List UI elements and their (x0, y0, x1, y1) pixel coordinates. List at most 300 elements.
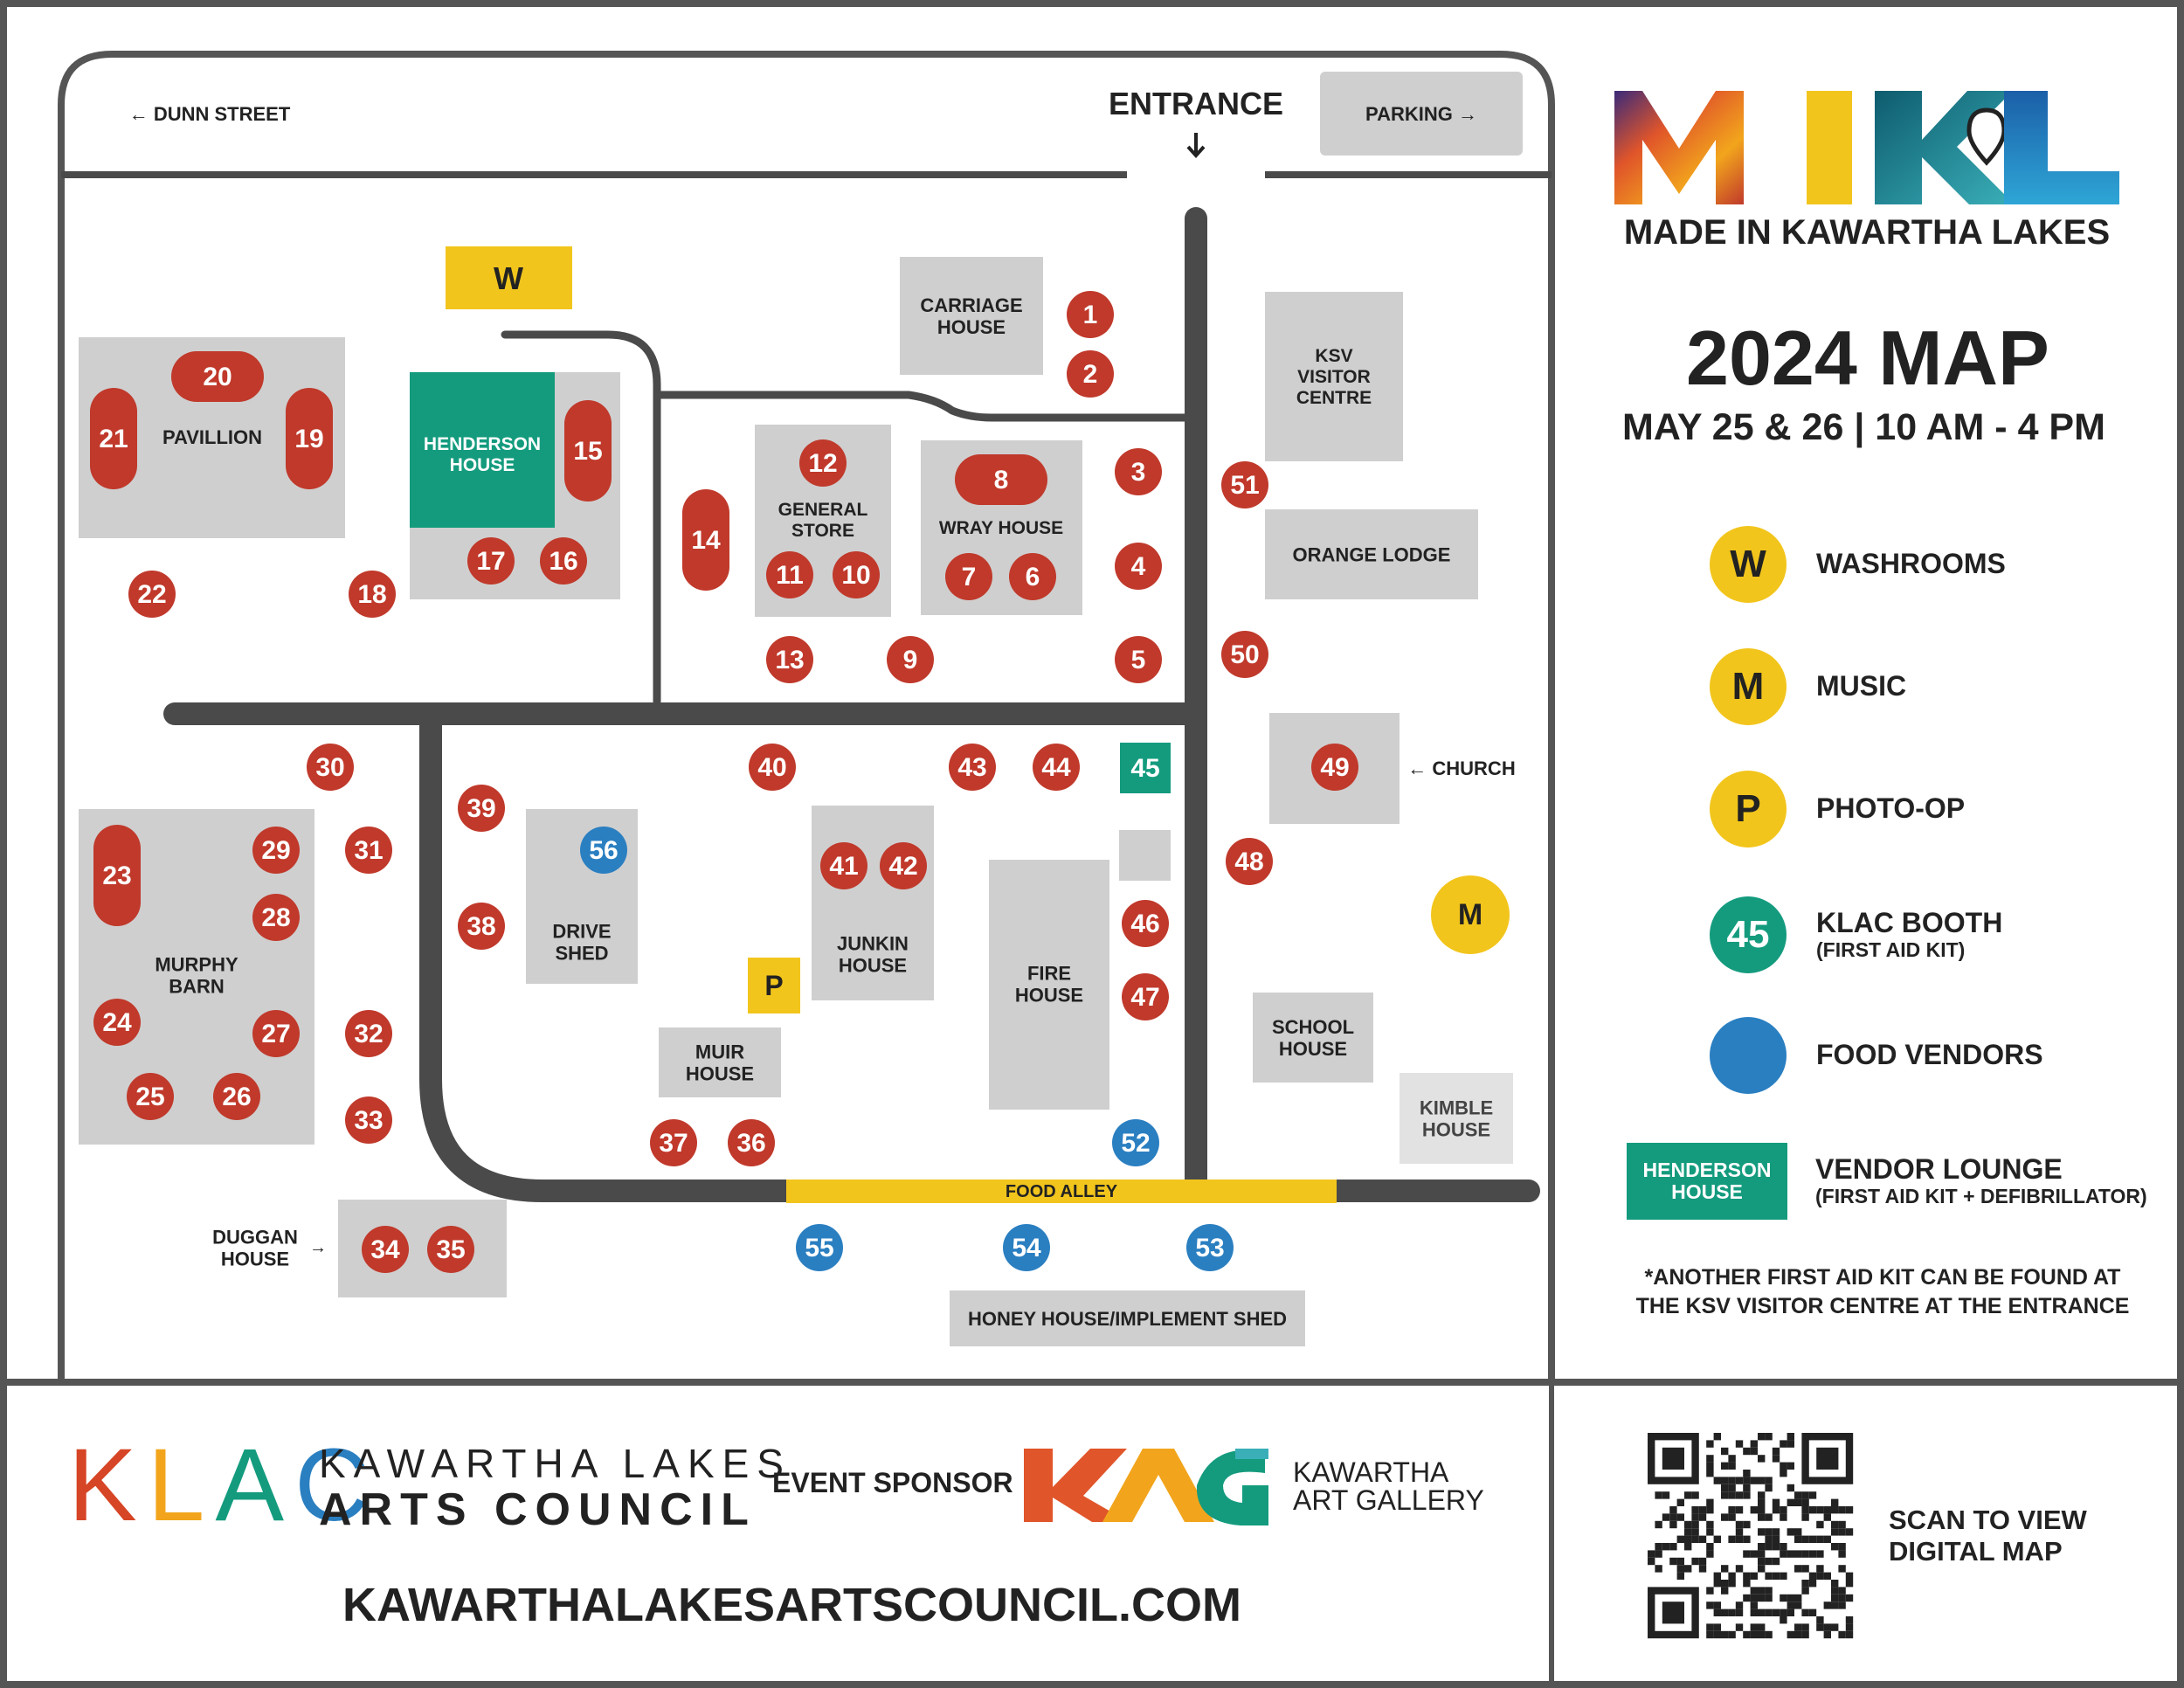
website-link[interactable]: KAWARTHALAKESARTSCOUNCIL.COM (342, 1579, 1241, 1631)
qr-module (1721, 1631, 1728, 1638)
qr-module (1684, 1543, 1691, 1550)
qr-module (1728, 1609, 1735, 1616)
booth-number: 6 (1025, 562, 1040, 591)
food-vendor-symbol (1710, 1017, 1787, 1094)
qr-module (1736, 1609, 1743, 1616)
qr-module (1787, 1631, 1794, 1638)
qr-module (1743, 1595, 1750, 1602)
qr-module (1816, 1623, 1823, 1630)
qr-module (1691, 1528, 1698, 1535)
qr-module (1743, 1536, 1750, 1543)
food-alley-label: FOOD ALLEY (1005, 1182, 1118, 1201)
qr-module (1684, 1536, 1691, 1543)
event-dates: MAY 25 & 26 | 10 AM - 4 PM (1622, 406, 2105, 448)
qr-module (1780, 1543, 1787, 1550)
qr-module (1838, 1595, 1845, 1602)
qr-module (1751, 1550, 1758, 1557)
qr-module (1721, 1609, 1728, 1616)
qr-module (1831, 1506, 1838, 1513)
qr-module (1691, 1521, 1698, 1528)
klac-letter: C (294, 1428, 370, 1543)
booth-number: 53 (1195, 1233, 1225, 1263)
qr-module (1706, 1550, 1713, 1557)
entrance-label: ENTRANCE (1108, 85, 1284, 121)
qr-module (1684, 1491, 1691, 1498)
qr-module (1706, 1631, 1713, 1638)
qr-module (1787, 1609, 1794, 1616)
qr-module (1765, 1433, 1772, 1440)
kag-accent (1235, 1449, 1268, 1459)
scan-text (1889, 1505, 2087, 1567)
note-text: CAN BE FOUND AT (1914, 1265, 2121, 1290)
qr-module (1780, 1440, 1787, 1447)
qr-module (1728, 1477, 1735, 1484)
qr-module (1655, 1565, 1662, 1572)
duggan-house-label: DUGGAN HOUSE (212, 1225, 298, 1270)
qr-module (1706, 1528, 1713, 1535)
map-title: 2024 MAP (1686, 315, 2049, 401)
qr-module (1758, 1433, 1765, 1440)
qr-module (1831, 1528, 1838, 1535)
qr-module (1816, 1550, 1823, 1557)
booth-number: 42 (888, 851, 918, 881)
qr-module (1780, 1609, 1787, 1616)
photo-op-label: P (764, 970, 784, 1001)
qr-module (1662, 1513, 1669, 1520)
booth-number: 13 (775, 645, 805, 675)
booth-number: 29 (261, 835, 291, 865)
scan-line-1: SCAN TO VIEW (1889, 1505, 2087, 1535)
booth-number: 38 (467, 911, 496, 941)
qr-module (1751, 1595, 1758, 1602)
qr-module (1801, 1623, 1808, 1630)
qr-finder (1662, 1448, 1684, 1470)
qr-module (1677, 1558, 1684, 1565)
qr-module (1684, 1565, 1691, 1572)
qr-module (1743, 1631, 1750, 1638)
booth-number: 23 (102, 861, 132, 890)
qr-module (1743, 1580, 1750, 1587)
qr-module (1794, 1602, 1801, 1608)
qr-module (1758, 1499, 1765, 1506)
qr-module (1728, 1506, 1735, 1513)
qr-module (1706, 1521, 1713, 1528)
note-line-1 (1634, 1263, 2132, 1292)
murphy-barn-label: MURPHY BARN (155, 952, 238, 998)
qr-module (1691, 1558, 1698, 1565)
qr-module (1780, 1470, 1787, 1477)
qr-module (1706, 1623, 1713, 1630)
qr-module (1780, 1513, 1787, 1520)
qr-module (1794, 1499, 1801, 1506)
qr-module (1831, 1602, 1838, 1608)
qr-module (1714, 1573, 1721, 1580)
klac-name-line-1: KAWARTHA LAKES (319, 1441, 791, 1486)
kag-name-line-2: ART GALLERY (1293, 1484, 1484, 1516)
kag-letter-g (1197, 1450, 1268, 1525)
qr-module (1831, 1543, 1838, 1550)
wray-house-label: WRAY HOUSE (938, 517, 1064, 538)
qr-module (1780, 1550, 1787, 1557)
qr-module (1721, 1448, 1728, 1455)
north-path (657, 395, 1196, 418)
henderson-house-label: HENDERSON HOUSE (423, 433, 542, 475)
booth-number: 3 (1130, 457, 1146, 487)
qr-module (1758, 1543, 1765, 1550)
qr-module (1824, 1623, 1831, 1630)
qr-module (1706, 1543, 1713, 1550)
qr-module (1765, 1528, 1772, 1535)
booth-number: 55 (805, 1233, 834, 1263)
qr-module (1751, 1506, 1758, 1513)
qr-module (1801, 1565, 1808, 1572)
qr-module (1801, 1513, 1808, 1520)
qr-module (1824, 1536, 1831, 1543)
legend-text (1816, 908, 2002, 962)
qr-module (1765, 1477, 1772, 1484)
qr-module (1655, 1550, 1662, 1557)
qr-module (1655, 1521, 1662, 1528)
booth-number: 39 (467, 793, 496, 823)
booth-number: 35 (436, 1235, 466, 1264)
qr-module (1699, 1536, 1706, 1543)
music-label: M (1457, 898, 1483, 931)
booth-number: 9 (902, 645, 918, 675)
qr-module (1780, 1506, 1787, 1513)
booth-number: 50 (1230, 640, 1260, 669)
logo-letter-i (1807, 91, 1852, 204)
legend-label: MUSIC (1816, 670, 1907, 702)
booth-number: 32 (354, 1019, 384, 1048)
booth-number: 37 (659, 1128, 688, 1158)
qr-module (1751, 1477, 1758, 1484)
qr-module (1691, 1513, 1698, 1520)
booth-number: 4 (1130, 551, 1146, 581)
kag-name-line-1: KAWARTHA (1293, 1456, 1449, 1488)
booth-number: 44 (1041, 752, 1071, 782)
qr-module (1838, 1602, 1845, 1608)
qr-module (1743, 1448, 1750, 1455)
qr-module (1846, 1616, 1853, 1623)
qr-module (1691, 1491, 1698, 1498)
booth-number: 40 (757, 752, 787, 782)
note-text: AT THE ENTRANCE (1919, 1293, 2130, 1318)
qr-module (1728, 1631, 1735, 1638)
qr-module (1780, 1616, 1787, 1623)
fire-house-label: FIRE HOUSE (1014, 961, 1084, 1007)
qr-module (1758, 1565, 1765, 1572)
kimble-house-label: KIMBLE HOUSE (1419, 1096, 1494, 1141)
legend-label: PHOTO-OP (1816, 792, 1966, 825)
qr-module (1699, 1558, 1706, 1565)
qr-module (1801, 1550, 1808, 1557)
booth-number: 34 (370, 1235, 400, 1264)
qr-finder (1816, 1448, 1838, 1470)
booth-number: 33 (354, 1105, 384, 1135)
booth-number: 16 (549, 546, 578, 576)
qr-module (1831, 1595, 1838, 1602)
legend-vendor-lounge (1627, 1143, 2147, 1220)
legend-sub: (FIRST AID KIT) (1816, 938, 1966, 962)
dunn-street-label: ← DUNN STREET (128, 102, 291, 125)
qr-module (1831, 1499, 1838, 1506)
vendor-lounge-symbol: HENDERSON HOUSE (1627, 1143, 1787, 1220)
qr-module (1801, 1609, 1808, 1616)
booth-number: 5 (1130, 645, 1146, 675)
qr-module (1736, 1623, 1743, 1630)
qr-module (1706, 1587, 1713, 1594)
qr-module (1684, 1521, 1691, 1528)
qr-module (1736, 1536, 1743, 1543)
note-emphasis: VISITOR CENTRE (1736, 1293, 1920, 1318)
qr-module (1787, 1499, 1794, 1506)
map-pin-icon (1969, 110, 2004, 163)
klac-booth-label: 45 (1130, 753, 1160, 783)
legend-text (1815, 1154, 2147, 1208)
note-emphasis: FIRST AID KIT (1766, 1265, 1915, 1290)
qr-module (1758, 1595, 1765, 1602)
qr-module (1809, 1609, 1816, 1616)
booth-number: 22 (137, 579, 167, 609)
qr-module (1721, 1463, 1728, 1470)
klac-letter: A (215, 1428, 285, 1543)
qr-module (1773, 1528, 1780, 1535)
qr-module (1758, 1631, 1765, 1638)
qr-module (1794, 1528, 1801, 1535)
qr-module (1721, 1484, 1728, 1491)
qr-module (1765, 1631, 1772, 1638)
school-house-label: SCHOOL HOUSE (1271, 1015, 1355, 1060)
qr-module (1794, 1550, 1801, 1557)
qr-module (1824, 1602, 1831, 1608)
booth-number: 30 (315, 752, 345, 782)
qr-module (1669, 1558, 1676, 1565)
qr-module (1794, 1565, 1801, 1572)
qr-module (1758, 1623, 1765, 1630)
booth-number: 2 (1082, 359, 1098, 389)
booth-number: 43 (957, 752, 987, 782)
qr-module (1736, 1528, 1743, 1535)
qr-module (1773, 1558, 1780, 1565)
qr-module (1758, 1587, 1765, 1594)
mikl-logo (1614, 91, 2119, 204)
qr-module (1816, 1616, 1823, 1623)
qr-module (1787, 1595, 1794, 1602)
booth-number: 54 (1012, 1233, 1041, 1263)
qr-module (1787, 1433, 1794, 1440)
booth-number: 8 (993, 465, 1009, 495)
qr-module (1846, 1528, 1853, 1535)
washroom-label: W (494, 259, 523, 296)
muir-house-label: MUIR HOUSE (685, 1040, 755, 1085)
booth-number: 17 (476, 546, 506, 576)
qr-module (1824, 1513, 1831, 1520)
qr-module (1758, 1477, 1765, 1484)
qr-module (1780, 1573, 1787, 1580)
arrow-down-icon (1188, 133, 1204, 156)
qr-module (1721, 1477, 1728, 1484)
qr-module (1706, 1602, 1713, 1608)
booth-number: 36 (736, 1128, 766, 1158)
qr-module (1751, 1631, 1758, 1638)
qr-module (1831, 1580, 1838, 1587)
qr-module (1728, 1484, 1735, 1491)
qr-module (1831, 1587, 1838, 1594)
qr-module (1669, 1506, 1676, 1513)
carriage-house-label: CARRIAGE HOUSE (920, 294, 1023, 338)
qr-module (1809, 1573, 1816, 1580)
ksv-visitor-centre-label: KSV VISITOR CENTRE (1296, 345, 1372, 408)
qr-module (1816, 1565, 1823, 1572)
booth-number: 41 (829, 851, 859, 881)
qr-module (1765, 1536, 1772, 1543)
qr-module (1773, 1499, 1780, 1506)
qr-module (1655, 1543, 1662, 1550)
booth-number: 19 (294, 424, 324, 453)
photo-op-symbol: P (1710, 771, 1787, 847)
parking-label: PARKING → (1365, 102, 1477, 125)
booth-number: 31 (354, 835, 384, 865)
qr-module (1773, 1543, 1780, 1550)
qr-module (1801, 1491, 1808, 1498)
qr-module (1743, 1521, 1750, 1528)
qr-module (1787, 1550, 1794, 1557)
qr-module (1801, 1580, 1808, 1587)
qr-module (1706, 1506, 1713, 1513)
qr-module (1794, 1631, 1801, 1638)
qr-module (1838, 1521, 1845, 1528)
junkin-house-label: JUNKIN HOUSE (837, 931, 909, 977)
qr-module (1801, 1536, 1808, 1543)
pavillion-label: PAVILLION (162, 425, 263, 448)
qr-module (1706, 1455, 1713, 1462)
qr-module (1846, 1623, 1853, 1630)
small-shed (1119, 830, 1171, 881)
qr-module (1773, 1455, 1780, 1462)
booth-number: 14 (691, 525, 721, 555)
qr-module (1662, 1543, 1669, 1550)
qr-module (1751, 1623, 1758, 1630)
qr-finder (1662, 1602, 1684, 1623)
qr-module (1758, 1513, 1765, 1520)
qr-module (1699, 1506, 1706, 1513)
qr-module (1794, 1623, 1801, 1630)
qr-module (1706, 1499, 1713, 1506)
qr-module (1765, 1609, 1772, 1616)
orange-lodge-label: ORANGE LODGE (1292, 543, 1451, 565)
qr-module (1743, 1484, 1750, 1491)
qr-module (1736, 1521, 1743, 1528)
legend-label: KLAC BOOTH (1816, 906, 2003, 938)
qr-module (1765, 1543, 1772, 1550)
arrow-right-icon: → (309, 1238, 327, 1257)
qr-module (1684, 1528, 1691, 1535)
qr-module (1831, 1521, 1838, 1528)
qr-module (1714, 1536, 1721, 1543)
qr-module (1838, 1631, 1845, 1638)
qr-module (1838, 1587, 1845, 1594)
qr-module (1655, 1491, 1662, 1498)
qr-module (1706, 1470, 1713, 1477)
qr-module (1816, 1506, 1823, 1513)
qr-module (1758, 1550, 1765, 1557)
qr-module (1787, 1484, 1794, 1491)
qr-module (1743, 1573, 1750, 1580)
qr-module (1721, 1565, 1728, 1572)
qr-module (1751, 1448, 1758, 1455)
booth-number: 28 (261, 903, 291, 932)
qr-module (1721, 1491, 1728, 1498)
qr-module (1846, 1573, 1853, 1580)
legend-music (1710, 648, 1906, 725)
legend-label: WASHROOMS (1816, 548, 2006, 580)
qr-module (1743, 1477, 1750, 1484)
qr-module (1706, 1440, 1713, 1447)
qr-module (1751, 1609, 1758, 1616)
note-text: THE KSV (1635, 1293, 1737, 1318)
qr-module (1801, 1631, 1808, 1638)
qr-module (1677, 1499, 1684, 1506)
booth-number: 51 (1230, 470, 1260, 500)
qr-module (1765, 1573, 1772, 1580)
qr-module (1728, 1536, 1735, 1543)
qr-module (1743, 1491, 1750, 1498)
qr-module (1801, 1506, 1808, 1513)
first-aid-note (1634, 1263, 2132, 1320)
logo-letter-m (1614, 91, 1744, 204)
qr-module (1677, 1565, 1684, 1572)
honey-implement-shed-label: HONEY HOUSE/IMPLEMENT SHED (967, 1307, 1288, 1330)
scan-line-2: DIGITAL MAP (1889, 1535, 2063, 1567)
kag-logo (1024, 1449, 1268, 1525)
qr-module (1787, 1528, 1794, 1535)
qr-module (1765, 1513, 1772, 1520)
qr-module (1824, 1573, 1831, 1580)
qr-module (1816, 1521, 1823, 1528)
qr-module (1691, 1506, 1698, 1513)
qr-module (1787, 1440, 1794, 1447)
qr-module (1714, 1580, 1721, 1587)
music-symbol: M (1710, 648, 1787, 725)
qr-module (1816, 1573, 1823, 1580)
klac-booth-symbol: 45 (1710, 896, 1787, 973)
legend-label: VENDOR LOUNGE (1815, 1152, 2063, 1185)
qr-code (1648, 1433, 1853, 1638)
booth-number: 1 (1082, 300, 1098, 329)
qr-module (1765, 1595, 1772, 1602)
logo-tagline: MADE IN KAWARTHA LAKES (1623, 213, 2111, 252)
qr-module (1780, 1463, 1787, 1470)
qr-module (1838, 1506, 1845, 1513)
qr-module (1780, 1595, 1787, 1602)
qr-module (1669, 1543, 1676, 1550)
klac-letter: L (147, 1428, 205, 1543)
qr-module (1765, 1558, 1772, 1565)
qr-module (1809, 1580, 1816, 1587)
qr-module (1816, 1536, 1823, 1543)
qr-module (1714, 1477, 1721, 1484)
qr-module (1773, 1536, 1780, 1543)
qr-module (1765, 1587, 1772, 1594)
qr-module (1706, 1463, 1713, 1470)
qr-module (1721, 1587, 1728, 1594)
qr-module (1648, 1558, 1655, 1565)
qr-module (1736, 1491, 1743, 1498)
qr-module (1714, 1609, 1721, 1616)
qr-module (1846, 1595, 1853, 1602)
qr-module (1809, 1491, 1816, 1498)
qr-module (1677, 1536, 1684, 1543)
